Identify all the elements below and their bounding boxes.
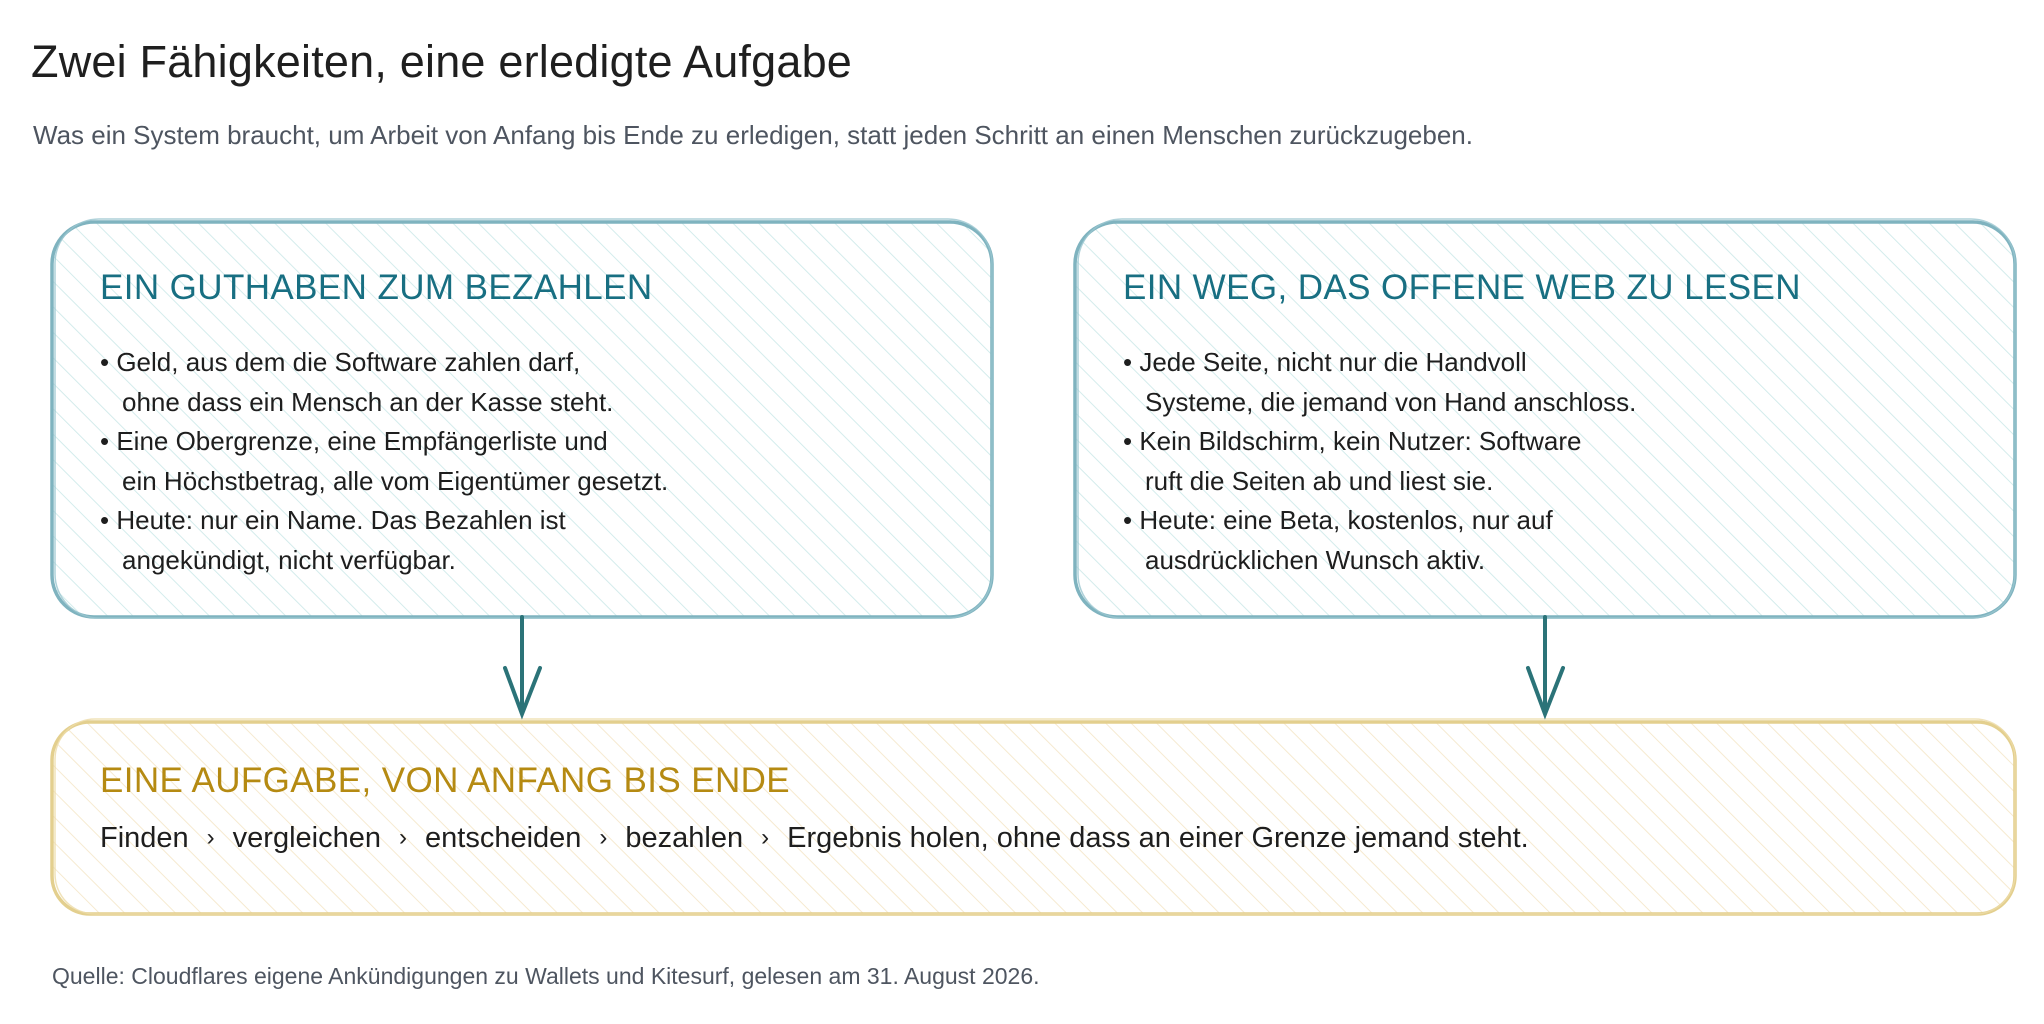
flow-separator: ›	[399, 824, 407, 851]
bullet-line: ein Höchstbetrag, alle vom Eigentümer gesetzt.	[122, 465, 669, 496]
bullet-line: angekündigt, nicht verfügbar.	[122, 544, 456, 575]
arrow-web-to-task	[1528, 617, 1563, 714]
list-item	[1123, 501, 1636, 580]
box-wallet-bullets	[100, 343, 668, 580]
bullet-line: ohne dass ein Mensch an der Kasse steht.	[122, 386, 614, 417]
flow-separator: ›	[761, 824, 770, 851]
flow-step-result: Ergebnis holen, ohne dass an einer Grenze jemand steht.	[787, 822, 1529, 854]
list-item	[1123, 343, 1636, 422]
flow-step-compare: vergleichen	[232, 822, 381, 854]
box-task-shape	[52, 719, 2015, 914]
list-item	[100, 422, 668, 501]
task-flow	[100, 822, 1529, 855]
flow-separator: ›	[599, 824, 608, 851]
flow-step-pay: bezahlen	[625, 822, 744, 854]
list-item	[100, 343, 668, 422]
bullet-line: • Heute: eine Beta, kostenlos, nur auf	[1123, 505, 1553, 535]
flow-separator: ›	[206, 824, 215, 851]
flow-step-decide: entscheiden	[425, 822, 582, 854]
box-web-title: EIN WEG, DAS OFFENE WEB ZU LESEN	[1123, 268, 1801, 307]
bullet-line: ruft die Seiten ab und liest sie.	[1145, 465, 1494, 496]
bullet-line: • Eine Obergrenze, eine Empfängerliste und	[100, 426, 608, 456]
arrow-wallet-to-task	[505, 617, 540, 714]
bullet-line: • Kein Bildschirm, kein Nutzer: Software	[1123, 426, 1582, 456]
page-subtitle: Was ein System braucht, um Arbeit von Anfang bis Ende zu erledigen, statt jeden Schritt an einen Menschen zurückzugeben.	[33, 120, 1473, 150]
page-title: Zwei Fähigkeiten, eine erledigte Aufgabe	[31, 36, 853, 87]
flow-step-find: Finden	[100, 822, 189, 854]
bullet-line: ausdrücklichen Wunsch aktiv.	[1145, 544, 1486, 575]
list-item	[1123, 422, 1636, 501]
box-wallet-title: EIN GUTHABEN ZUM BEZAHLEN	[100, 268, 653, 307]
bullet-line: Systeme, die jemand von Hand anschloss.	[1145, 386, 1637, 417]
bullet-line: • Jede Seite, nicht nur die Handvoll	[1123, 347, 1527, 377]
source-note: Quelle: Cloudflares eigene Ankündigungen zu Wallets und Kitesurf, gelesen am 31. August 2026.	[52, 963, 1040, 989]
bullet-line: • Heute: nur ein Name. Das Bezahlen ist	[100, 505, 566, 535]
box-web-bullets	[1123, 343, 1636, 580]
list-item	[100, 501, 668, 580]
bullet-line: • Geld, aus dem die Software zahlen darf,	[100, 347, 581, 377]
box-task-title: EINE AUFGABE, VON ANFANG BIS ENDE	[100, 761, 791, 800]
